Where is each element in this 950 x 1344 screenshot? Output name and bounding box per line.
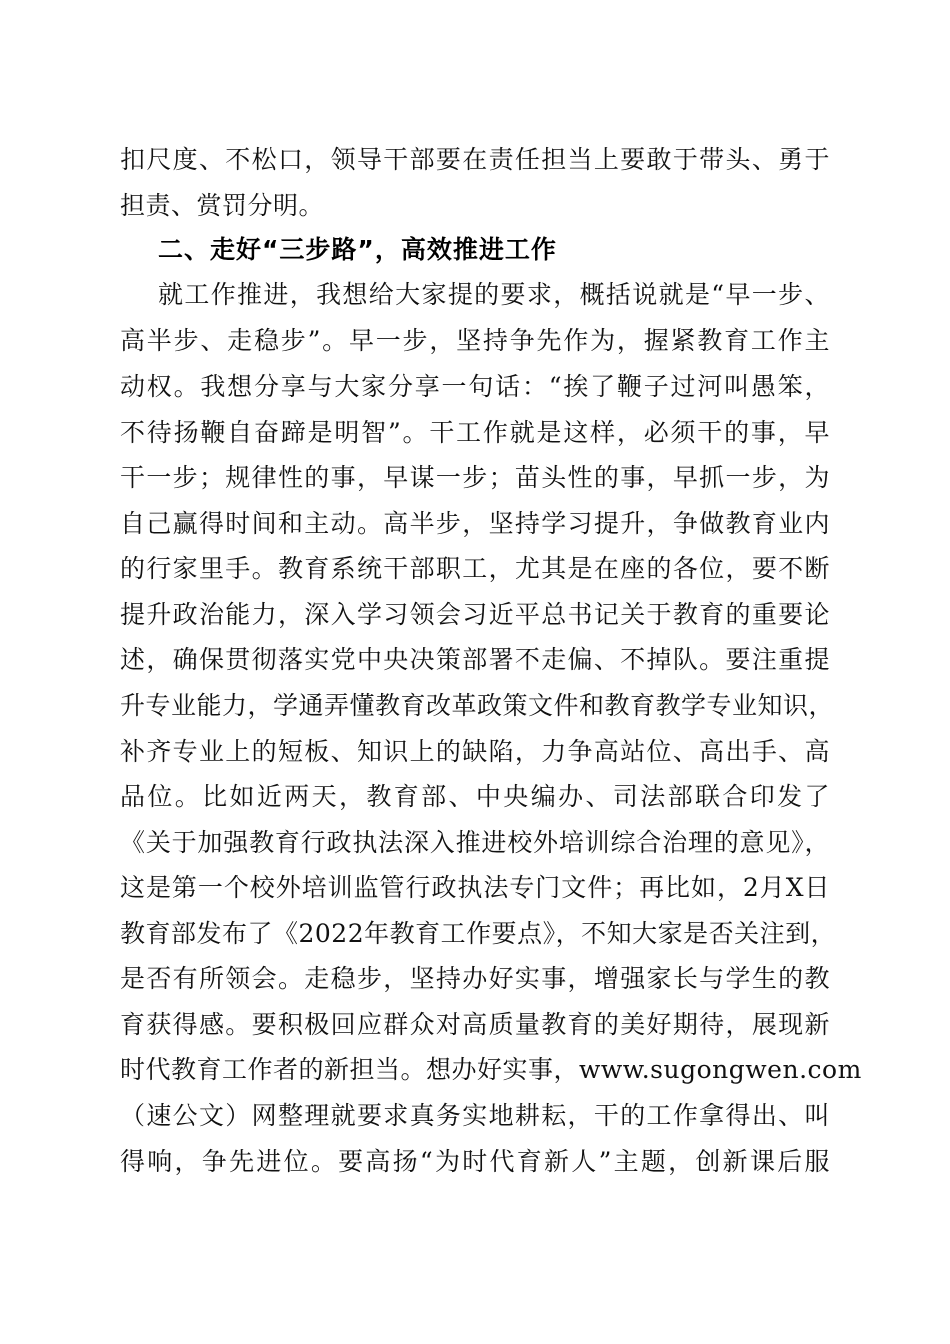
para2-line-7: 的行家里手。教育系统干部职工，尤其是在座的各位，要不断 (120, 554, 830, 583)
para2-line-2: 高半步、走稳步”。早一步，坚持争先作为，握紧教育工作主 (120, 326, 830, 355)
para2-line-19: （速公文）网整理就要求真务实地耕耘，干的工作拿得出、叫 (120, 1101, 830, 1130)
para2-line-13: 《关于加强教育行政执法深入推进校外培训综合治理的意见》， (120, 828, 830, 857)
para2-line-5: 干一步；规律性的事，早谋一步；苗头性的事，早抓一步，为 (120, 463, 830, 492)
para2-line-8: 提升政治能力，深入学习领会习近平总书记关于教育的重要论 (120, 600, 830, 629)
para2-line-9: 述，确保贯彻落实党中央决策部署不走偏、不掉队。要注重提 (120, 645, 830, 674)
para2-line-1: 就工作推进，我想给大家提的要求，概括说就是“早一步、 (158, 280, 830, 309)
para2-line-11: 补齐专业上的短板、知识上的缺陷，力争高站位、高出手、高 (120, 737, 830, 766)
section-heading-2: 二、走好“三步路”，高效推进工作 (158, 235, 557, 264)
para2-line-3: 动权。我想分享与大家分享一句话：“挨了鞭子过河叫愚笨， (120, 372, 830, 401)
para2-line-14: 这是第一个校外培训监管行政执法专门文件；再比如，2月X日 (120, 873, 830, 902)
para2-line-18: 时代教育工作者的新担当。想办好实事，www.sugongwen.com (120, 1055, 862, 1084)
para2-line-10: 升专业能力，学通弄懂教育改革政策文件和教育教学专业知识， (120, 691, 835, 720)
para1-line-2: 担责、赏罚分明。 (120, 191, 325, 220)
para2-line-16: 是否有所领会。走稳步，坚持办好实事，增强家长与学生的教 (120, 964, 830, 993)
para1-line-1: 扣尺度、不松口，领导干部要在责任担当上要敢于带头、勇于 (120, 145, 830, 174)
para2-line-15: 教育部发布了《2022年教育工作要点》，不知大家是否关注到， (120, 919, 837, 948)
para2-line-6: 自己赢得时间和主动。高半步，坚持学习提升，争做教育业内 (120, 509, 830, 538)
para2-line-17: 育获得感。要积极回应群众对高质量教育的美好期待，展现新 (120, 1010, 830, 1039)
para2-line-12: 品位。比如近两天，教育部、中央编办、司法部联合印发了 (120, 782, 830, 811)
para2-line-20: 得响，争先进位。要高扬“为时代育新人”主题，创新课后服 (120, 1147, 830, 1176)
para2-line-4: 不待扬鞭自奋蹄是明智”。干工作就是这样，必须干的事，早 (120, 418, 830, 447)
